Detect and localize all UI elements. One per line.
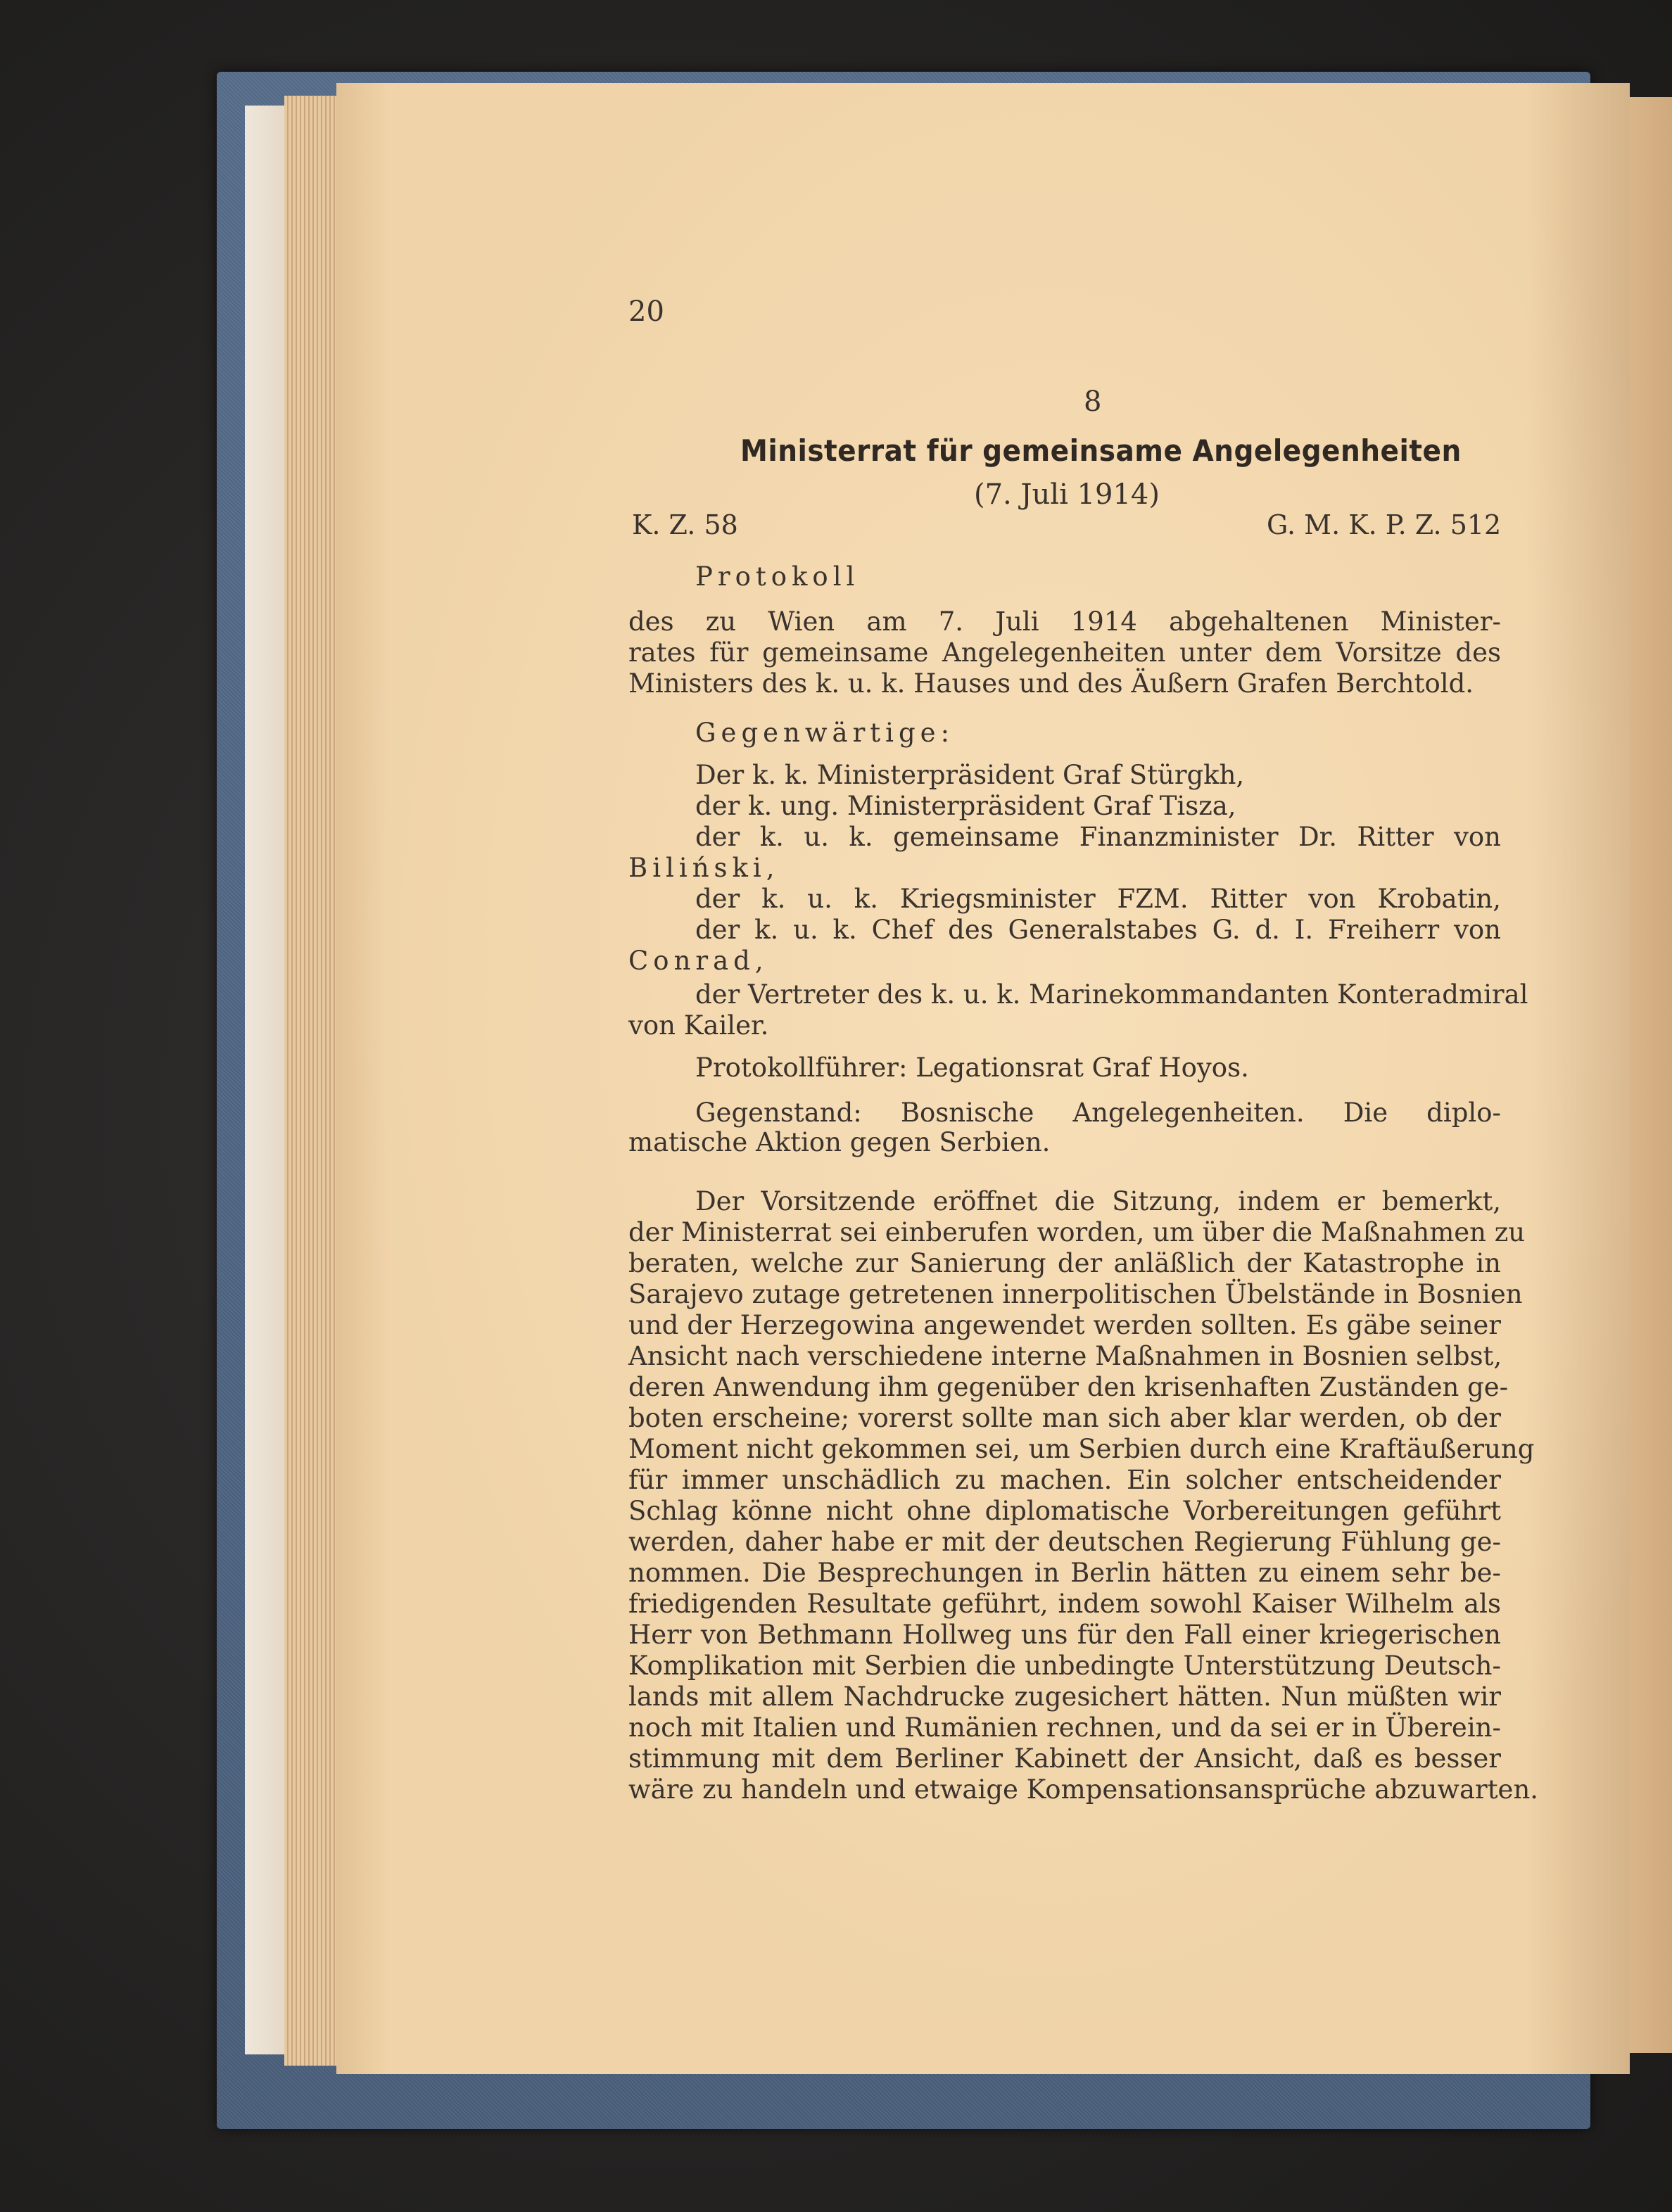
attendee-line: der k. u. k. Chef des Generalstabes G. d. I. Freiherr von [695,915,1501,945]
body-line: Ansicht nach verschiedene interne Maßnahmen in Bosnien selbst, [628,1341,1502,1371]
body-line: friedigenden Resultate geführt, indem sowohl Kaiser Wilhelm als [628,1589,1501,1619]
protokoll-line: des zu Wien am 7. Juli 1914 abgehaltenen Minister- [628,606,1501,637]
attendee-line: Biliński, [628,853,780,883]
body-line: deren Anwendung ihm gegenüber den krisenhaften Zuständen ge- [628,1372,1509,1402]
page-number: 20 [628,295,664,328]
attendee-line: der Vertreter des k. u. k. Marinekommandanten Konteradmiral [695,979,1528,1010]
document-number: 8 [1084,386,1102,418]
body-line: der Ministerrat sei einberufen worden, um über die Maßnahmen zu [628,1217,1526,1247]
attendee-line: von Kailer. [628,1010,769,1041]
body-line: Moment nicht gekommen sei, um Serbien durch eine Kraftäußerung [628,1434,1535,1464]
attendee-line: Conrad, [628,946,768,976]
body-line: Der Vorsitzende eröffnet die Sitzung, indem er bemerkt, [695,1186,1501,1216]
page-title: Ministerrat für gemeinsame Angelegenheiten [740,433,1462,468]
body-line: beraten, welche zur Sanierung der anläßlich der Katastrophe in [628,1248,1501,1278]
body-line: lands mit allem Nachdrucke zugesichert hätten. Nun müßten wir [628,1682,1501,1712]
body-line: Sarajevo zutage getretenen innerpolitischen Übelstände in Bosnien [628,1279,1523,1309]
body-line: stimmung mit dem Berliner Kabinett der Ansicht, daß es besser [628,1743,1501,1774]
reference-left: K. Z. 58 [632,509,738,540]
body-line: Komplikation mit Serbien die unbedingte Unterstützung Deutsch- [628,1651,1501,1681]
body-line: nommen. Die Besprechungen in Berlin hätten zu einem sehr be- [628,1558,1501,1588]
protocol-recorder: Protokollführer: Legationsrat Graf Hoyos. [695,1053,1249,1083]
body-line: Herr von Bethmann Hollweg uns für den Fall einer kriegerischen [628,1620,1501,1650]
body-line: für immer unschädlich zu machen. Ein solcher entscheidender [628,1465,1501,1495]
attendee-line: Der k. k. Ministerpräsident Graf Stürgkh, [695,760,1245,790]
attendee-line: der k. u. k. gemeinsame Finanzminister Dr. Ritter von [695,822,1501,852]
body-line: boten erscheine; vorerst sollte man sich aber klar werden, ob der [628,1403,1501,1433]
endpaper [245,106,287,2054]
body-line: und der Herzegowina angewendet werden sollten. Es gäbe seiner [628,1310,1501,1340]
body-line: wäre zu handeln und etwaige Kompensationsansprüche abzuwarten. [628,1774,1539,1805]
attendees-heading: Gegenwärtige: [695,718,955,748]
page-edges [284,96,341,2066]
reference-right: G. M. K. P. Z. 512 [1267,509,1502,540]
body-line: werden, daher habe er mit der deutschen Regierung Fühlung ge- [628,1527,1501,1557]
attendee-line: der k. u. k. Kriegsminister FZM. Ritter von Krobatin, [695,884,1501,914]
body-line: noch mit Italien und Rumänien rechnen, und da sei er in Überein- [628,1712,1501,1743]
protokoll-line: Ministers des k. u. k. Hauses und des Äußern Grafen Berchtold. [628,668,1474,699]
subject-line: Gegenstand: Bosnische Angelegenheiten. Die diplo- [695,1098,1501,1128]
subject-line: matische Aktion gegen Serbien. [628,1127,1051,1157]
next-page-edge [1628,97,1672,2053]
meeting-date: (7. Juli 1914) [974,478,1160,511]
protokoll-line: rates für gemeinsame Angelegenheiten unter dem Vorsitze des [628,637,1501,668]
attendee-line: der k. ung. Ministerpräsident Graf Tisza, [695,791,1236,821]
body-line: Schlag könne nicht ohne diplomatische Vorbereitungen geführt [628,1496,1501,1526]
protokoll-heading: Protokoll [695,561,860,592]
